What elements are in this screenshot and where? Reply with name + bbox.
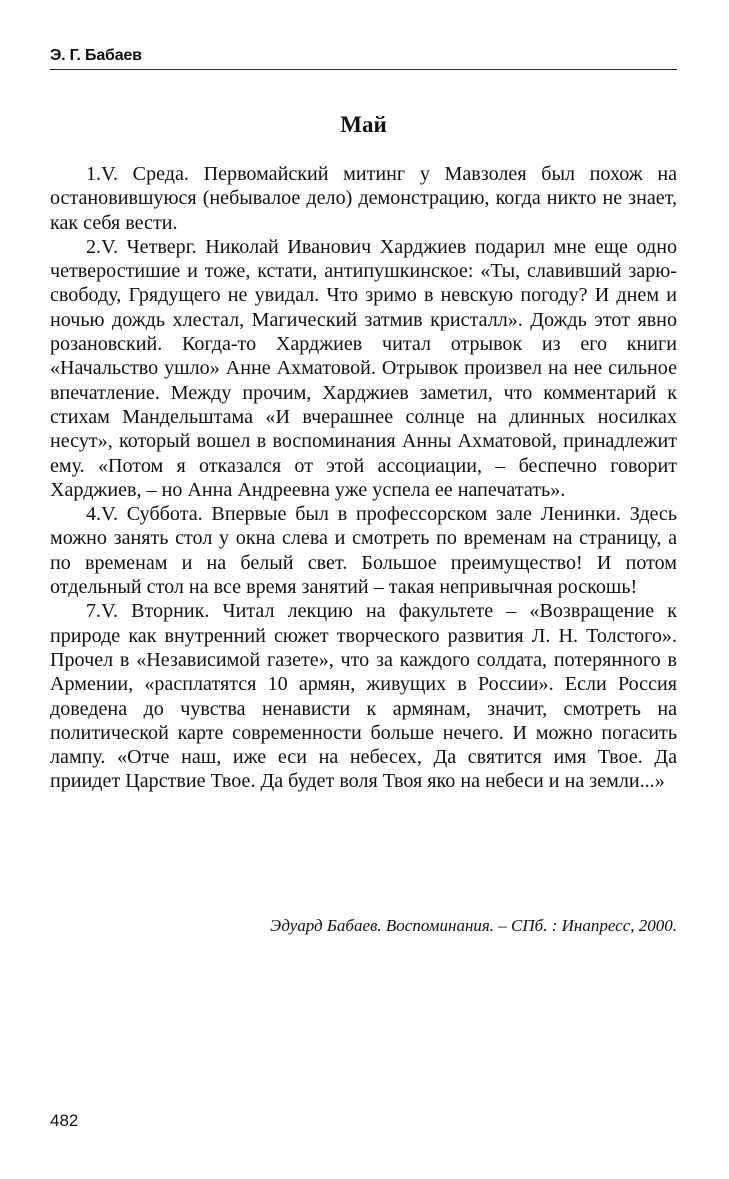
diary-entry-may-4: 4.V. Суббота. Впервые был в профессорском зале Ленинки. Здесь можно занять стол у окна слева и смотреть по временам на страницу, а по временам и на белый свет. Большое преимущество! И потом отдельный стол на все время занятий – такая непривычная роскошь! [50,503,677,599]
diary-entry-may-7: 7.V. Вторник. Читал лекцию на факультете – «Возвращение к природе как внутренний сюжет творческого развития Л. Н. Толстого». Прочел в «Независимой газете», что за каждого солдата, потерянного в Армении, «расплатятся 10 армян, живущих в России». Если Россия доведена до чувства ненависти к армянам, значит, смотреть на политической карте современности больше нечего. И можно погасить лампу. «Отче наш, иже еси на небесех, Да святится имя Твое. Да приидет Царствие Твое. Да будет воля Твоя яко на небеси и на земли...» [50,600,677,793]
diary-entry-may-2: 2.V. Четверг. Николай Иванович Харджиев подарил мне еще одно четверостишие и тоже, кстати, антипушкинское: «Ты, славивший зарю-свободу, Грядущего не увидал. Что зримо в невскую погоду? И днем и ночью дождь хлестал, Магический затмив кристалл». Дождь этот явно розановский. Когда-то Харджиев читал отрывок из его книги «Начальство ушло» Анне Ахматовой. Отрывок произвел на нее сильное впечатление. Между прочим, Харджиев заметил, что комментарий к стихам Мандельштама «И вчерашнее солнце на длинных носилках несут», который вошел в воспоминания Анны Ахматовой, принадлежит ему. «Потом я отказался от этой ассоциации, – беспечно говорит Харджиев, – но Анна Андреевна уже успела ее напечатать». [50,235,677,501]
source-citation: Эдуард Бабаев. Воспоминания. – СПб. : Инапресс, 2000. [269,916,677,935]
page-number: 482 [50,1111,79,1130]
diary-entry-may-1: 1.V. Среда. Первомайский митинг у Мавзолея был похож на остановившуюся (небывалое дело) демонстрацию, когда никто не знает, как себя вести. [50,163,677,234]
section-title: Май [340,112,387,137]
running-head-author: Э. Г. Бабаев [50,47,142,64]
diary-body [50,162,677,794]
running-head [50,46,677,70]
